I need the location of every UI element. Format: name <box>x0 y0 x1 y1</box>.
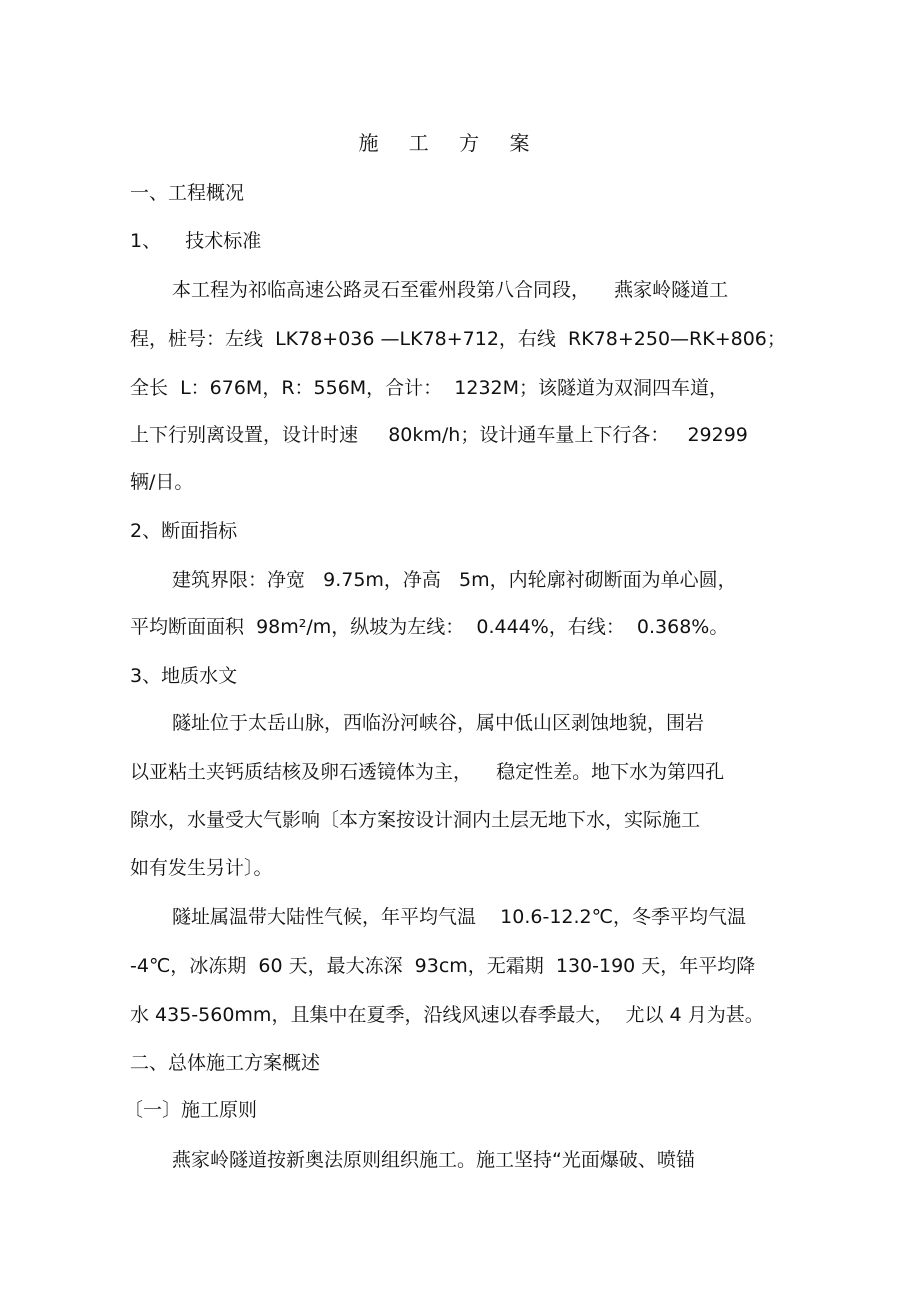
subsection-heading: 3、地质水文 <box>130 665 238 687</box>
paragraph-line: 程，桩号：左线 LK78+036 —LK78+712，右线 RK78+250—RK+806； <box>130 328 786 350</box>
paragraph-line: 如有发生另计〕。 <box>130 857 273 879</box>
section-heading: 一、工程概况 <box>130 182 245 204</box>
paragraph-line: 水 435-560mm，且集中在夏季，沿线风速以春季最大， 尤以 4 月为甚。 <box>130 1004 764 1026</box>
paragraph-line: 平均断面面积 98m²/m，纵坡为左线： 0.444%，右线： 0.368%。 <box>130 616 729 638</box>
section-heading: 二、总体施工方案概述 <box>130 1052 321 1074</box>
paragraph-line: 燕家岭隧道按新奥法原则组织施工。施工坚持“光面爆破、喷锚 <box>172 1149 695 1171</box>
paragraph-line: 隧址位于太岳山脉，西临汾河峡谷，属中低山区剥蚀地貌，围岩 <box>172 712 705 734</box>
subsection-heading: 〔一〕施工原则 <box>124 1099 258 1121</box>
paragraph-line: 隧址属温带大陆性气候，年平均气温 10.6-12.2℃，冬季平均气温 <box>172 906 746 928</box>
paragraph-line: 全长 L：676M，R：556M，合计： 1232M；该隧道为双洞四车道， <box>130 377 729 399</box>
subsection-heading: 2、断面指标 <box>130 520 238 542</box>
paragraph-line: 上下行别离设置，设计时速 80km/h；设计通车量上下行各： 29299 <box>130 424 748 446</box>
document-title: 施 工 方 案 <box>358 131 542 155</box>
paragraph-line: 本工程为祁临高速公路灵石至霍州段第八合同段， 燕家岭隧道工 <box>172 279 729 301</box>
paragraph-line: 以亚粘土夹钙质结核及卵石透镜体为主， 稳定性差。地下水为第四孔 <box>130 761 725 783</box>
paragraph-line: 辆/日。 <box>130 471 194 493</box>
paragraph-line: -4℃，冰冻期 60 天，最大冻深 93cm，无霜期 130-190 天，年平均降 <box>130 955 756 977</box>
paragraph-line: 建筑界限：净宽 9.75m，净高 5m，内轮廓衬砌断面为单心圆， <box>172 569 737 591</box>
paragraph-line: 隙水，水量受大气影响〔本方案按设计洞内土层无地下水，实际施工 <box>130 809 701 831</box>
subsection-heading: 1、 技术标准 <box>130 230 262 252</box>
